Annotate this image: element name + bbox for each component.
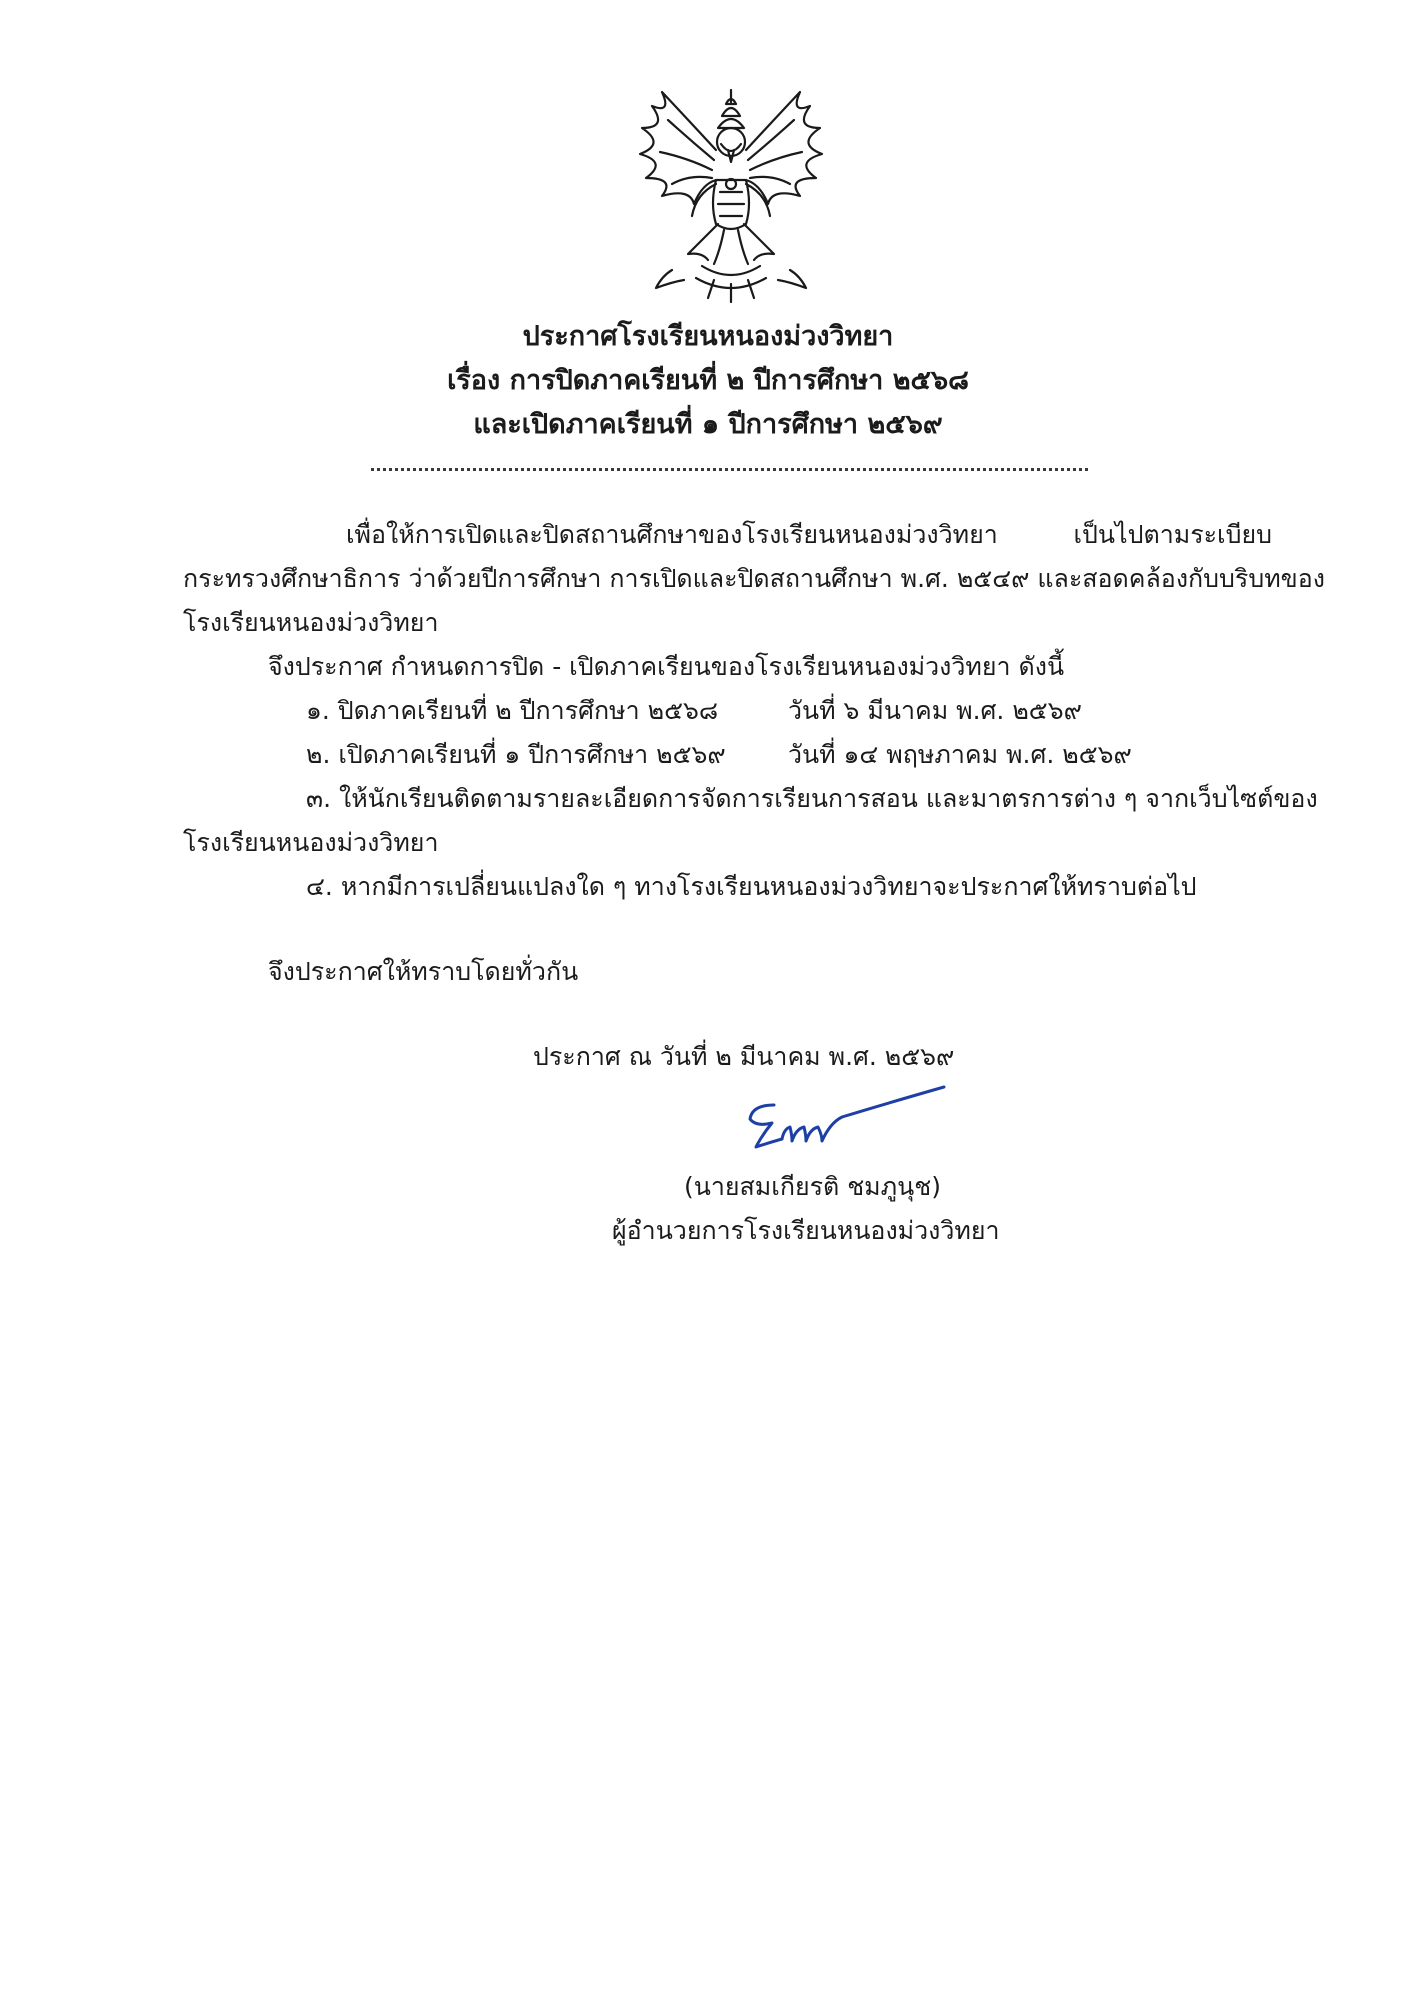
handwritten-signature: [738, 1083, 948, 1163]
announcement-subject-line2: และเปิดภาคเรียนที่ ๑ ปีการศึกษา ๒๕๖๙: [473, 409, 943, 440]
closing-statement: จึงประกาศให้ทราบโดยทั่วกัน: [268, 957, 579, 986]
list-item-3-line-1: ๓. ให้นักเรียนติดตามรายละเอียดการจัดการเรียนการสอน และมาตรการต่าง ๆ จากเว็บไซต์ของ: [306, 784, 1318, 813]
list-item-2-date: วันที่ ๑๔ พฤษภาคม พ.ศ. ๒๕๖๙: [788, 740, 1132, 769]
list-item-1-date: วันที่ ๖ มีนาคม พ.ศ. ๒๕๖๙: [788, 696, 1082, 725]
signer-position: ผู้อำนวยการโรงเรียนหนองม่วงวิทยา: [612, 1216, 1000, 1245]
announcement-title: ประกาศโรงเรียนหนองม่วงวิทยา: [522, 321, 894, 352]
dotted-divider: [371, 468, 1088, 471]
announcement-subject-line1: เรื่อง การปิดภาคเรียนที่ ๒ ปีการศึกษา ๒๕๖๘: [447, 365, 969, 396]
paragraph-2: จึงประกาศ กำหนดการปิด - เปิดภาคเรียนของโรงเรียนหนองม่วงวิทยา ดังนี้: [268, 652, 1065, 681]
list-item-4: ๔. หากมีการเปลี่ยนแปลงใด ๆ ทางโรงเรียนหนองม่วงวิทยาจะประกาศให้ทราบต่อไป: [306, 872, 1197, 901]
list-item-3-line-2: โรงเรียนหนองม่วงวิทยา: [183, 828, 439, 857]
paragraph-1-line-1: เพื่อให้การเปิดและปิดสถานศึกษาของโรงเรียนหนองม่วงวิทยา เป็นไปตามระเบียบ: [346, 520, 1272, 549]
paragraph-1-line-3: โรงเรียนหนองม่วงวิทยา: [183, 608, 439, 637]
paragraph-1-line-2: กระทรวงศึกษาธิการ ว่าด้วยปีการศึกษา การเปิดและปิดสถานศึกษา พ.ศ. ๒๕๔๙ และสอดคล้องกับบริบทของ: [183, 564, 1325, 593]
garuda-emblem-icon: [632, 84, 830, 304]
list-item-2: ๒. เปิดภาคเรียนที่ ๑ ปีการศึกษา ๒๕๖๙: [306, 740, 726, 769]
announcement-date: ประกาศ ณ วันที่ ๒ มีนาคม พ.ศ. ๒๕๖๙: [533, 1042, 955, 1071]
list-item-1: ๑. ปิดภาคเรียนที่ ๒ ปีการศึกษา ๒๕๖๘: [306, 696, 719, 725]
signer-name: (นายสมเกียรติ ชมภูนุช): [684, 1172, 941, 1201]
